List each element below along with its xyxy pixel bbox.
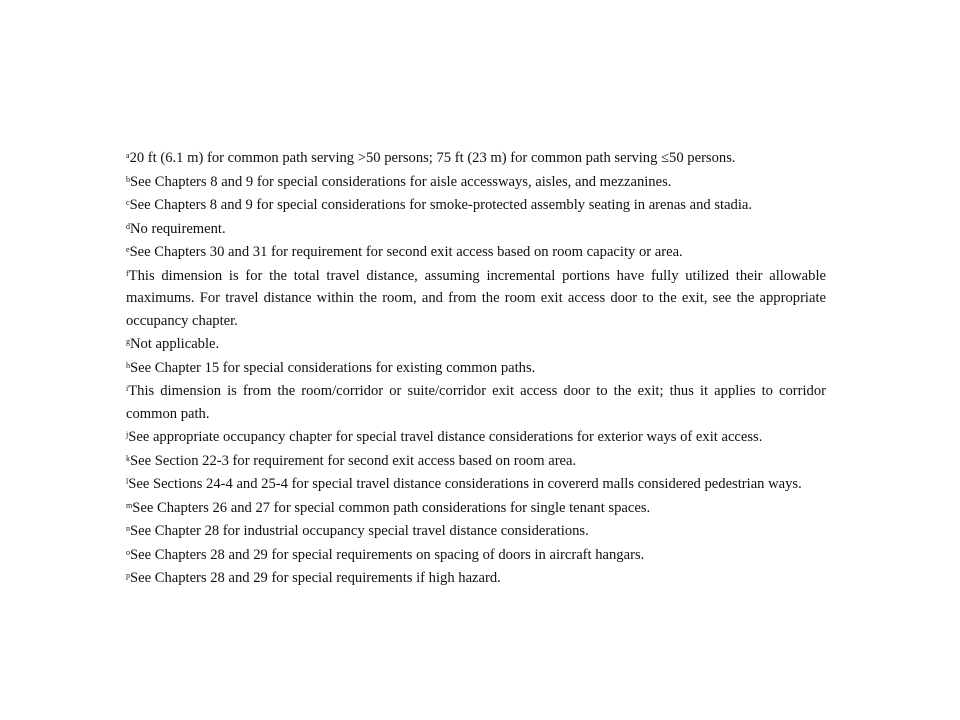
footnote-k — [126, 450, 826, 473]
footnote-i — [126, 380, 826, 425]
footnote-marker: j — [126, 430, 129, 439]
footnote-text: See Chapters 8 and 9 for special considerations for aisle accessways, aisles, and mezzanines. — [130, 173, 672, 190]
footnote-text: Not applicable. — [130, 336, 220, 352]
footnote-text: See Chapters 8 and 9 for special considerations for smoke-protected assembly seating in arenas and stadia. — [129, 197, 753, 213]
footnote-marker: m — [126, 500, 133, 510]
footnote-d — [126, 218, 826, 241]
footnote-marker: p — [126, 571, 130, 580]
footnote-text: See Chapter 15 for special considerations for existing common paths. — [130, 359, 536, 376]
footnote-text: See Chapters 30 and 31 for requirement for second exit access based on room capacity or area. — [129, 244, 683, 260]
footnote-marker: a — [126, 151, 130, 160]
footnote-text: No requirement. — [130, 220, 226, 237]
footnote-marker: f — [126, 268, 129, 278]
footnote-marker: k — [126, 453, 130, 463]
footnote-j — [126, 426, 826, 449]
footnote-text: See Chapters 26 and 27 for special common path considerations for single tenant spaces. — [132, 499, 651, 516]
footnote-text: See Chapter 28 for industrial occupancy special travel distance considerations. — [130, 523, 589, 539]
footnote-text: See Chapters 28 and 29 for special requirements on spacing of doors in aircraft hangars. — [130, 546, 645, 563]
footnote-f — [126, 265, 826, 333]
footnote-text: See Sections 24-4 and 25-4 for special travel distance considerations in covererd malls considered pedestrian ways. — [128, 476, 802, 492]
footnote-b — [126, 171, 826, 194]
footnote-m — [126, 497, 826, 520]
footnote-marker: h — [126, 360, 130, 370]
footnote-marker: g — [126, 337, 130, 346]
footnote-o — [126, 544, 826, 567]
footnote-marker: c — [126, 198, 130, 207]
footnote-text: 20 ft (6.1 m) for common path serving >50 persons; 75 ft (23 m) for common path serving ≤50 persons. — [129, 150, 736, 166]
footnote-marker: b — [126, 174, 130, 184]
footnote-l — [126, 473, 826, 496]
footnote-n — [126, 520, 826, 543]
footnote-p — [126, 567, 826, 590]
footnote-c — [126, 194, 826, 217]
footnote-marker: n — [126, 524, 130, 533]
footnote-a — [126, 147, 826, 170]
footnote-marker: l — [126, 477, 129, 486]
footnote-list — [126, 147, 826, 591]
footnote-text: This dimension is from the room/corridor or suite/corridor exit access door to the exit; thus it applies to corridor common path. — [126, 383, 826, 422]
footnote-h — [126, 357, 826, 380]
footnote-e — [126, 241, 826, 264]
footnote-text: See Chapters 28 and 29 for special requirements if high hazard. — [130, 570, 501, 586]
footnote-marker: o — [126, 547, 130, 557]
footnote-marker: i — [126, 384, 129, 393]
footnote-text: See appropriate occupancy chapter for special travel distance considerations for exterior ways of exit access. — [128, 429, 763, 445]
footnote-text: See Section 22-3 for requirement for second exit access based on room area. — [130, 452, 577, 469]
footnote-text: This dimension is for the total travel distance, assuming incremental portions have fully utilized their allowable maximums. For travel distance within the room, and from the room exit access door to the exit, see the appropriate occupancy chapter. — [126, 267, 826, 329]
footnote-marker: e — [126, 245, 130, 254]
footnote-g — [126, 333, 826, 356]
footnote-marker: d — [126, 221, 130, 231]
